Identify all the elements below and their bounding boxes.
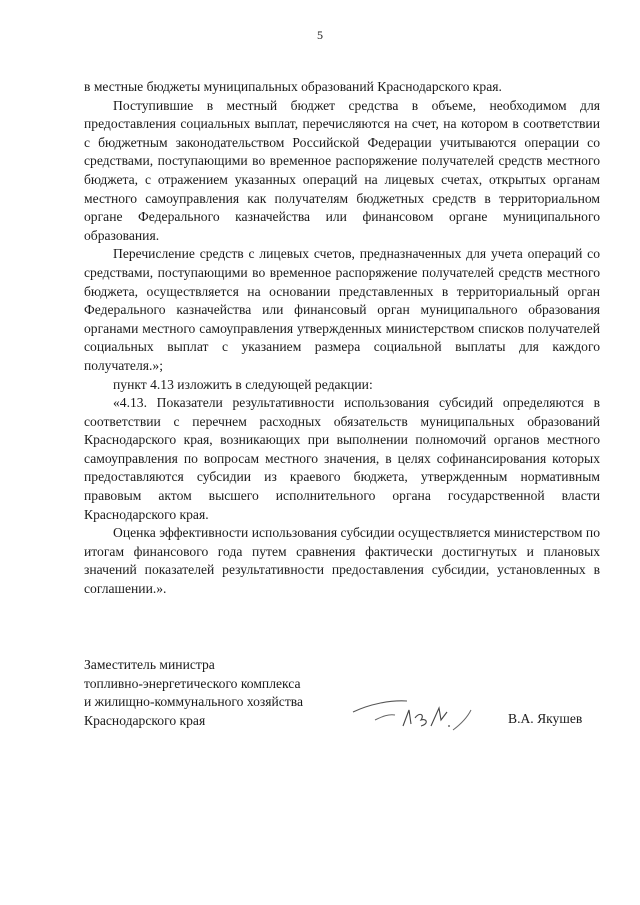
position-line: Заместитель министра xyxy=(84,657,215,672)
paragraph: Поступившие в местный бюджет средства в объеме, необходимом для предоставления социальных выплат, перечисляются на счет, на котором в соответствии с бюджетным законодательством Российской Федерации учитываются операции со средствами, поступающими во временное распоряжение получателей средств местного бюджета, с отражением указанных операций на лицевых счетах, открытых органам местного самоуправления как получателям бюджетных средств в территориальном органе Федерального казначейства или финансовом органе муниципального образования. xyxy=(84,97,600,243)
position-line: топливно-энергетического комплекса xyxy=(84,675,301,691)
paragraph: «4.13. Показатели результативности использования субсидий определяются в соответствии с перечнем расходных обязательств муниципальных образований Краснодарского края, возникающих при выполнении полномочий органов местного самоуправления по вопросам местного значения, в целях софинансирования которых предоставляются субсидии из краевого бюджета, утвержденным нормативным правовым актом высшего исполнительного органа государственной власти Краснодарского края. xyxy=(84,395,600,522)
signatory-name: В.А. Якушев xyxy=(508,711,583,726)
document-body xyxy=(84,78,600,599)
position-line: Краснодарского края xyxy=(84,712,206,728)
handwritten-signature xyxy=(345,690,495,740)
paragraph: в местные бюджеты муниципальных образований Краснодарского края. xyxy=(84,79,502,94)
paragraph: Оценка эффективности использования субсидии осуществляется министерством по итогам финансового года путем сравнения фактически достигнутых и плановых значений показателей результативности предоставления субсидии, установленных в соглашении.». xyxy=(84,525,600,597)
paragraph: Перечисление средств с лицевых счетов, предназначенных для учета операций со средствами, поступающими во временное распоряжение получателей средств местного бюджета, осуществляется на основании представленных в территориальный орган Федерального казначейства или финансовый орган муниципального образования органами местного самоуправления утвержденных министерством списков получателей социальных выплат с указанием размера социальной выплаты для каждого получателя.»; xyxy=(84,246,600,373)
paragraph: пункт 4.13 изложить в следующей редакции: xyxy=(113,376,373,392)
page-number: 5 xyxy=(317,28,323,42)
position-line: и жилищно-коммунального хозяйства xyxy=(84,694,304,710)
signatory-position xyxy=(84,656,354,730)
